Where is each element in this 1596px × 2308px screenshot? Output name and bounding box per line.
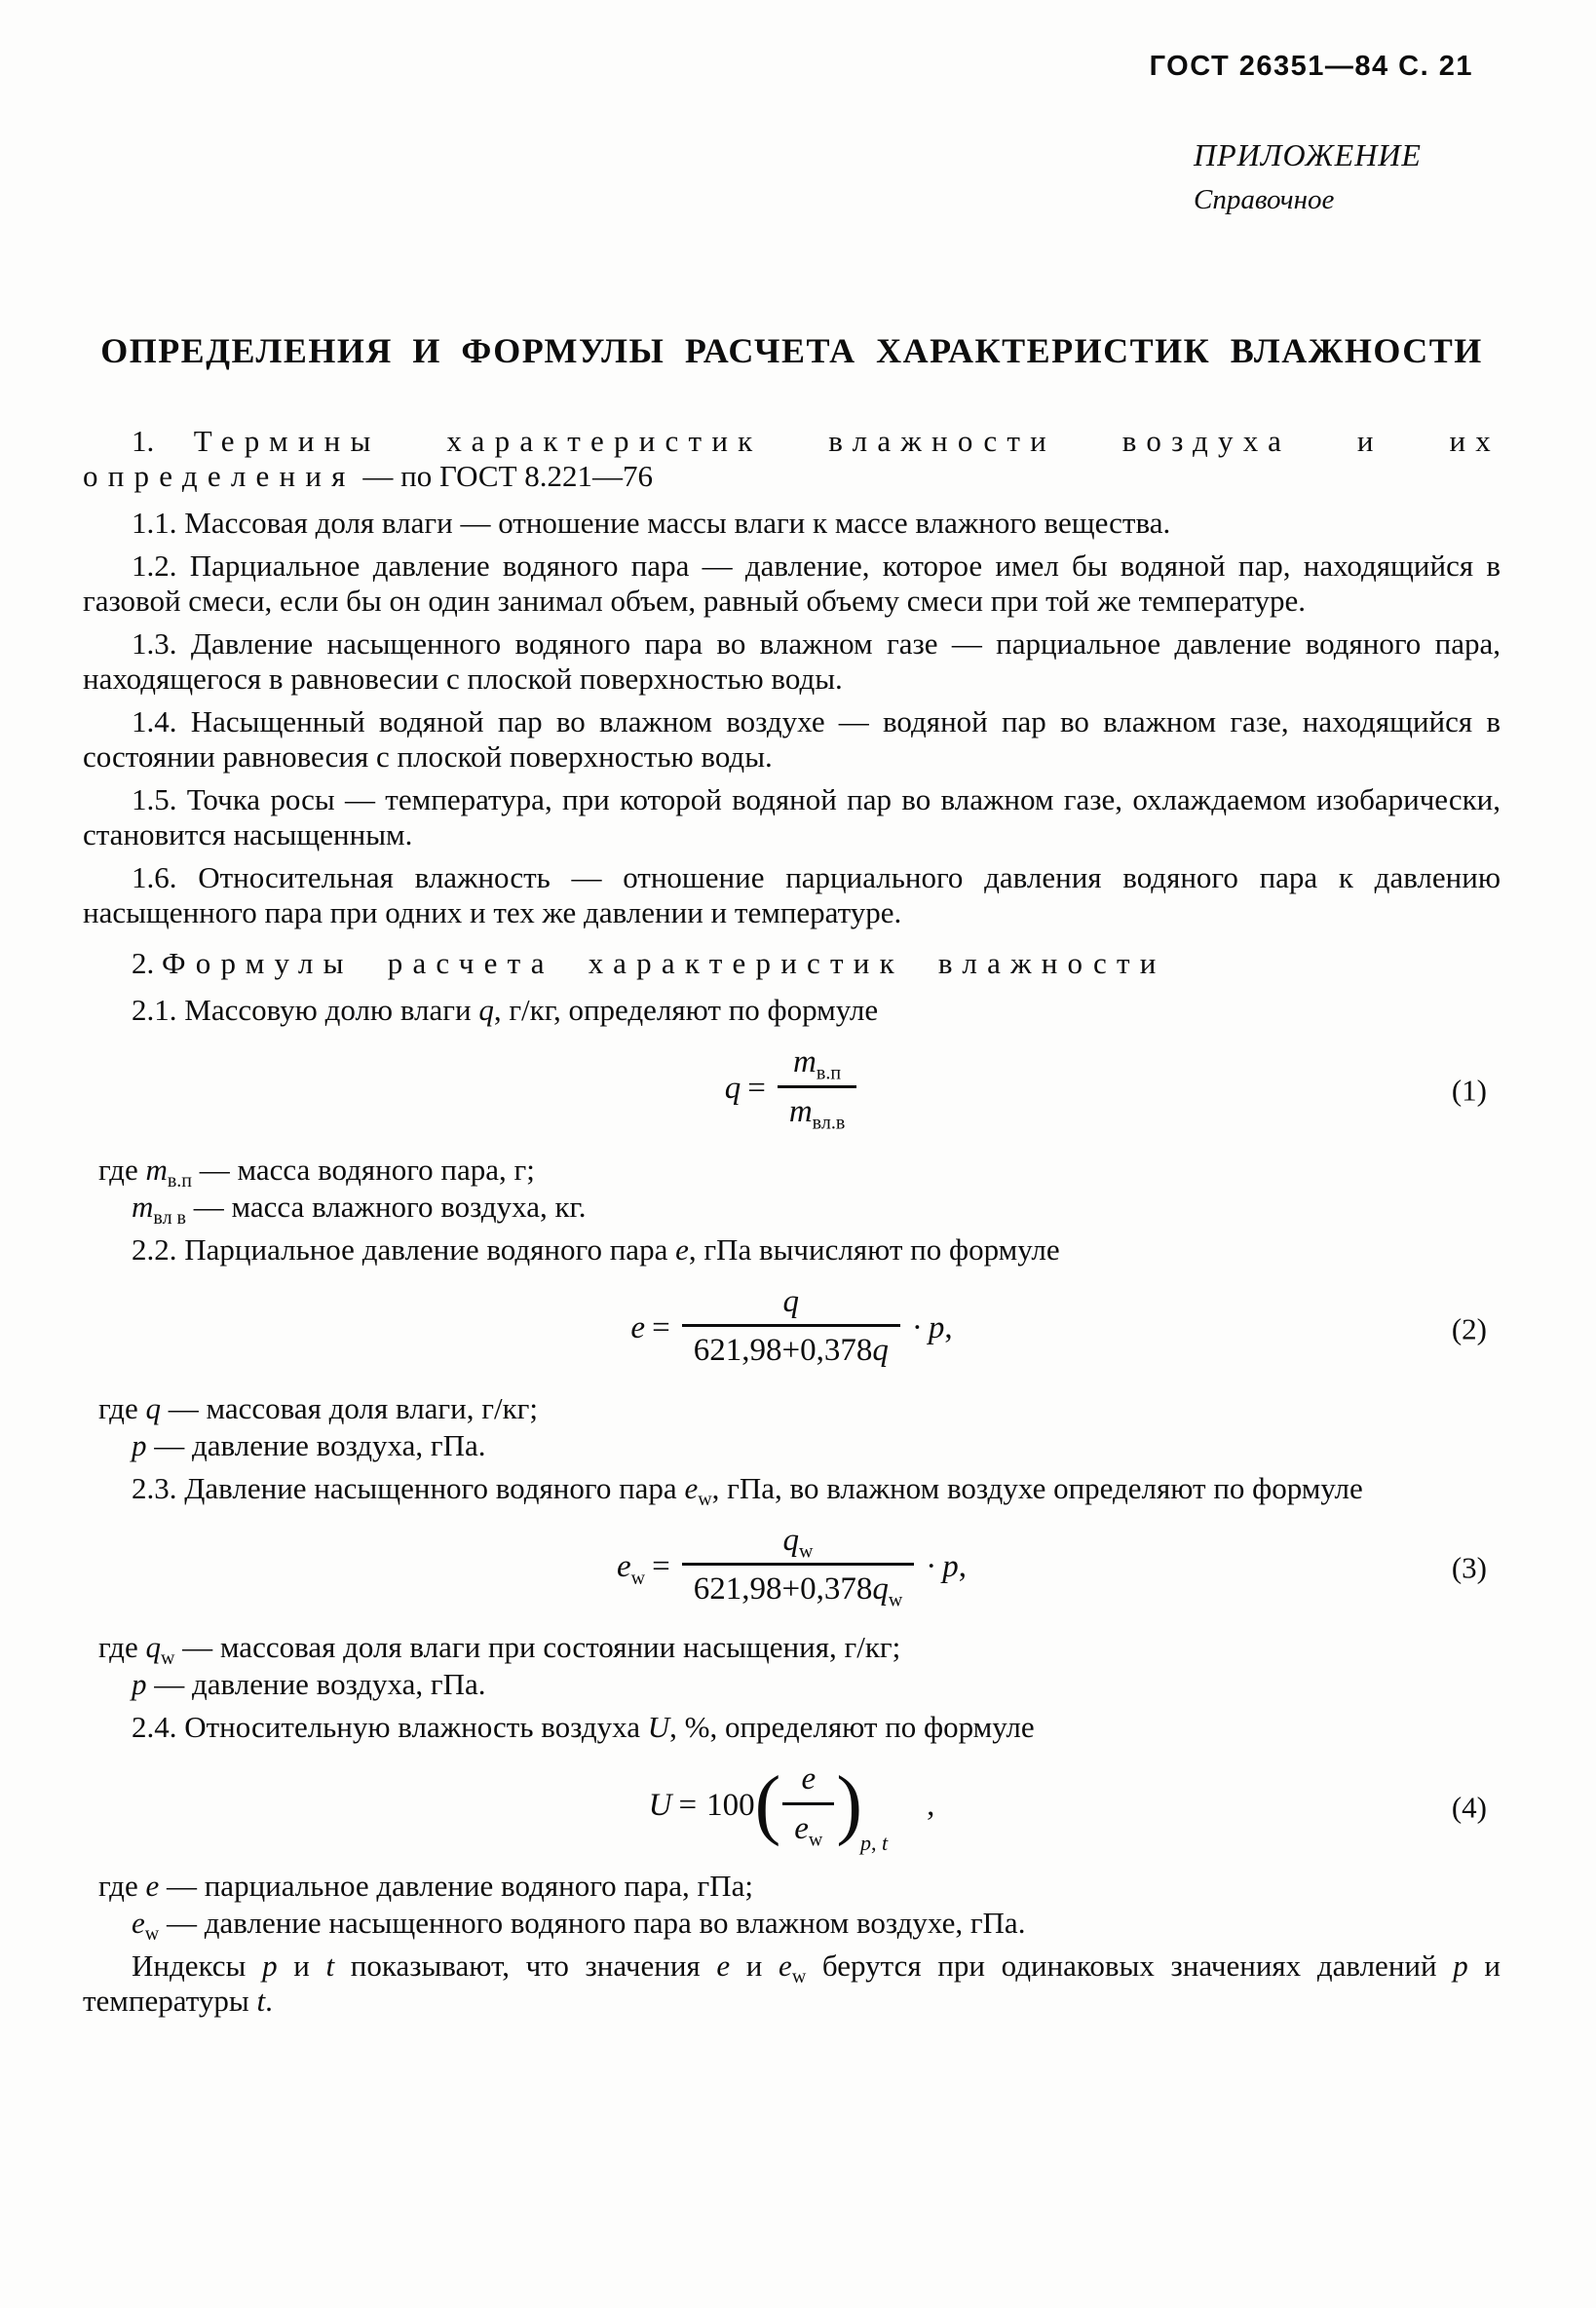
item-2-2 bbox=[83, 1232, 1501, 1268]
equation-number: (4) bbox=[1451, 1790, 1487, 1825]
subscript-run: w bbox=[791, 1966, 807, 1988]
variable: U bbox=[647, 1710, 670, 1745]
text-run: 1.6. Относительная влажность — отношение парциального давления водяного пара к давлению насыщенного пара при одних и тех же давлении и температуре. bbox=[83, 860, 1501, 930]
open-paren: ( bbox=[754, 1760, 781, 1847]
where-1a bbox=[83, 1152, 1501, 1192]
close-paren: ) bbox=[836, 1760, 862, 1847]
variable: q bbox=[782, 1522, 800, 1558]
variable: p bbox=[942, 1549, 959, 1585]
variable: p bbox=[1453, 1949, 1468, 1984]
variable: m bbox=[132, 1189, 154, 1224]
text-run: 621,98+0,378 bbox=[693, 1333, 873, 1369]
text-run: берутся при одинаковых значениях давлений bbox=[806, 1949, 1454, 1984]
text-run: где bbox=[98, 1630, 146, 1665]
text-run: 100 bbox=[706, 1788, 755, 1824]
text-run: — по ГОСТ 8.221—76 bbox=[355, 459, 654, 494]
appendix-label: ПРИЛОЖЕНИЕ bbox=[1194, 137, 1422, 172]
text-run: . bbox=[265, 1984, 273, 2019]
text-run: — масса водяного пара, г; bbox=[192, 1152, 535, 1187]
equation-number: (3) bbox=[1451, 1551, 1487, 1586]
text-run: и bbox=[730, 1949, 779, 1984]
denominator bbox=[682, 1566, 915, 1612]
text-run: где bbox=[98, 1390, 146, 1425]
where-4a bbox=[83, 1869, 1501, 1904]
variable: e bbox=[616, 1549, 631, 1585]
subscript-run: в.п bbox=[816, 1062, 842, 1084]
variable: p bbox=[132, 1427, 147, 1462]
fraction bbox=[682, 1522, 915, 1612]
subscript-run: вл в bbox=[153, 1206, 186, 1229]
note-indices bbox=[83, 1949, 1501, 2019]
text-run: — парциальное давление водяного пара, гПа; bbox=[159, 1869, 753, 1904]
document-body bbox=[83, 424, 1501, 2019]
variable: e bbox=[684, 1470, 699, 1505]
numerator bbox=[682, 1285, 900, 1328]
variable: e bbox=[630, 1309, 646, 1345]
variable: q bbox=[145, 1630, 161, 1665]
where-4b bbox=[83, 1906, 1501, 1946]
variable: t bbox=[881, 1831, 889, 1856]
section-1-heading bbox=[83, 424, 1501, 494]
where-1b bbox=[83, 1189, 1501, 1229]
variable: m bbox=[788, 1093, 813, 1129]
numerator bbox=[778, 1045, 856, 1088]
fraction bbox=[778, 1044, 856, 1134]
subscript-run: в.п bbox=[167, 1169, 192, 1192]
item-1-6 bbox=[83, 860, 1501, 930]
text-run: — массовая доля влаги, г/кг; bbox=[160, 1390, 538, 1425]
text-run: , г/кг, определяют по формуле bbox=[493, 993, 879, 1028]
text-run: — массовая доля влаги при состоянии насыщения, г/кг; bbox=[174, 1630, 901, 1665]
text-run: где bbox=[98, 1152, 146, 1187]
item-1-4 bbox=[83, 704, 1501, 775]
variable: q bbox=[872, 1571, 889, 1608]
variable: q bbox=[145, 1390, 161, 1425]
text-run: — давление воздуха, гПа. bbox=[146, 1427, 486, 1462]
subscript-run: вл.в bbox=[812, 1112, 846, 1134]
text-run: 1.5. Точка росы — температура, при которой водяной пар во влажном газе, охлаждаемом изобарически, становится насыщенным. bbox=[83, 782, 1501, 852]
text-run: Индексы bbox=[132, 1949, 263, 1984]
item-2-3 bbox=[83, 1470, 1501, 1510]
subscript-run: w bbox=[799, 1540, 814, 1563]
variable: p bbox=[859, 1831, 871, 1856]
variable: m bbox=[145, 1152, 168, 1187]
item-1-1 bbox=[83, 506, 1501, 541]
variable: e bbox=[132, 1906, 145, 1941]
variable: q bbox=[872, 1333, 889, 1369]
denominator bbox=[682, 1327, 900, 1368]
variable: e bbox=[801, 1761, 817, 1797]
item-2-1 bbox=[83, 993, 1501, 1028]
text-run: 1.2. Парциальное давление водяного пара — давление, которое имел бы водяной пар, находящийся в газовой смеси, если бы он один занимал объем, равный объему смеси при той же температуре. bbox=[83, 549, 1501, 619]
numerator bbox=[782, 1762, 834, 1805]
text-run: = bbox=[652, 1309, 670, 1345]
subscript-run: w bbox=[144, 1923, 160, 1946]
variable: e bbox=[794, 1810, 809, 1846]
appendix-block bbox=[1194, 135, 1501, 217]
text-run: 2.2. Парциальное давление водяного пара bbox=[132, 1231, 676, 1267]
paren-subscript bbox=[860, 1832, 888, 1854]
text-run: 2.3. Давление насыщенного водяного пара bbox=[132, 1470, 685, 1505]
equation-number: (1) bbox=[1451, 1073, 1487, 1108]
numerator bbox=[682, 1524, 915, 1567]
page-header: ГОСТ 26351—84 С. 21 bbox=[1149, 51, 1473, 82]
formula-3 bbox=[83, 1522, 1501, 1612]
text-run: , гПа вычисляют по формуле bbox=[688, 1231, 1060, 1267]
text-run: , bbox=[944, 1309, 953, 1345]
variable: q bbox=[724, 1071, 741, 1107]
text-run: Термины характеристик влажности воздуха и их определения bbox=[83, 424, 1501, 494]
equation bbox=[724, 1044, 859, 1134]
subscript-run: w bbox=[630, 1567, 646, 1589]
text-run: 1.1. Массовая доля влаги — отношение массы влаги к массе влажного вещества. bbox=[132, 506, 1171, 541]
text-run: и bbox=[277, 1949, 326, 1984]
appendix-sublabel: Справочное bbox=[1194, 184, 1335, 215]
text-run: 1.4. Насыщенный водяной пар во влажном воздухе — водяной пар во влажном газе, находящийся в состоянии равновесия с плоской поверхностью воды. bbox=[83, 704, 1501, 775]
where-3b bbox=[83, 1667, 1501, 1702]
variable: m bbox=[793, 1044, 817, 1080]
variable: t bbox=[325, 1949, 335, 1984]
variable: e bbox=[675, 1231, 689, 1267]
document-title: ОПРЕДЕЛЕНИЯ И ФОРМУЛЫ РАСЧЕТА ХАРАКТЕРИСТИК ВЛАЖНОСТИ bbox=[100, 331, 1483, 371]
text-run: 2. bbox=[132, 946, 162, 981]
subscript-run: w bbox=[698, 1489, 712, 1510]
text-run: = bbox=[652, 1549, 670, 1585]
denominator bbox=[778, 1088, 856, 1134]
text-run: , bbox=[870, 1831, 882, 1856]
variable: e bbox=[779, 1949, 792, 1984]
equation bbox=[648, 1760, 935, 1856]
subscript-run: w bbox=[808, 1829, 823, 1851]
item-2-4 bbox=[83, 1710, 1501, 1745]
text-run: — давление насыщенного водяного пара во влажном воздухе, гПа. bbox=[159, 1906, 1026, 1941]
section-2-heading bbox=[83, 946, 1501, 981]
item-1-5 bbox=[83, 782, 1501, 852]
equation-number: (2) bbox=[1451, 1311, 1487, 1346]
subscript-run: w bbox=[160, 1647, 175, 1670]
variable: e bbox=[145, 1869, 160, 1904]
variable: p bbox=[262, 1949, 278, 1984]
text-run: = bbox=[678, 1788, 698, 1824]
text-run: 2.1. Массовую долю влаги bbox=[132, 993, 479, 1028]
text-run: где bbox=[98, 1869, 146, 1904]
where-3a bbox=[83, 1630, 1501, 1670]
variable: p bbox=[928, 1309, 945, 1345]
text-run: · bbox=[911, 1309, 923, 1345]
text-run: , bbox=[927, 1788, 935, 1824]
formula-4 bbox=[83, 1760, 1501, 1856]
where-2a bbox=[83, 1391, 1501, 1426]
text-run: 1. bbox=[132, 424, 194, 459]
text-run: и температуры bbox=[83, 1949, 1501, 2019]
text-run: 621,98+0,378 bbox=[693, 1571, 873, 1608]
text-run: 2.4. Относительную влажность воздуха bbox=[132, 1710, 648, 1745]
variable: p bbox=[132, 1667, 147, 1702]
fraction bbox=[782, 1761, 834, 1851]
item-1-3 bbox=[83, 626, 1501, 697]
subscript-run: w bbox=[888, 1590, 903, 1612]
where-2b bbox=[83, 1428, 1501, 1463]
text-run: 1.3. Давление насыщенного водяного пара во влажном газе — парциальное давление водяного пара, находящегося в равновесии с плоской поверхностью воды. bbox=[83, 626, 1501, 697]
item-1-2 bbox=[83, 549, 1501, 619]
text-run: = bbox=[747, 1071, 766, 1107]
text-run: , %, определяют по формуле bbox=[669, 1710, 1035, 1745]
variable: q bbox=[478, 993, 494, 1028]
text-run: — давление воздуха, гПа. bbox=[146, 1667, 486, 1702]
equation bbox=[616, 1522, 968, 1612]
denominator bbox=[782, 1805, 834, 1851]
equation bbox=[630, 1283, 953, 1372]
variable: e bbox=[716, 1949, 731, 1984]
fraction bbox=[682, 1285, 900, 1368]
formula-1 bbox=[83, 1044, 1501, 1134]
variable: q bbox=[782, 1283, 800, 1319]
text-run: · bbox=[926, 1549, 937, 1585]
variable: U bbox=[648, 1788, 672, 1824]
text-run: , bbox=[958, 1549, 968, 1585]
text-run: показывают, что значения bbox=[334, 1949, 717, 1984]
text-run: — масса влажного воздуха, кг. bbox=[186, 1189, 587, 1224]
text-run: , гПа, во влажном воздухе определяют по формуле bbox=[711, 1470, 1363, 1505]
text-run: Формулы расчета характеристик влажности bbox=[162, 946, 1166, 981]
formula-2 bbox=[83, 1283, 1501, 1372]
variable: t bbox=[256, 1984, 266, 2019]
